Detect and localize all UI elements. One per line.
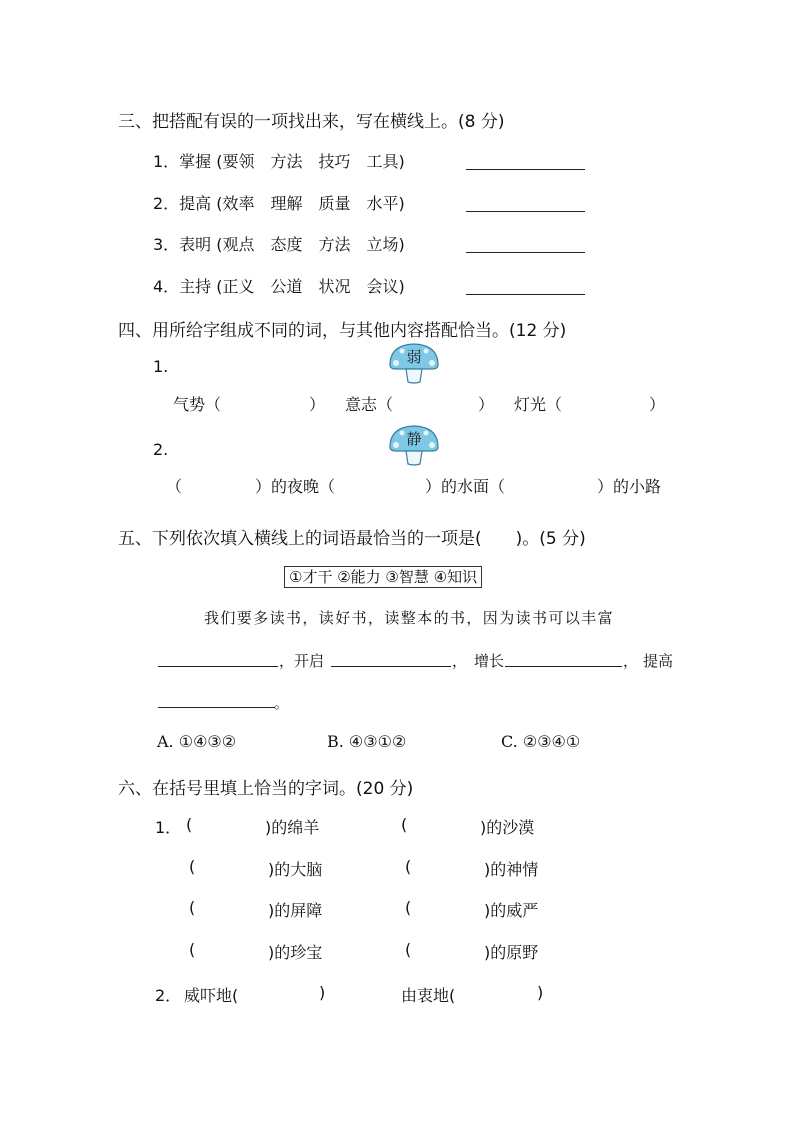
section-3-item-2: 2．提高 (效率 理解 质量 水平) bbox=[153, 194, 405, 213]
section-3-item-1: 1．掌握 (要领 方法 技巧 工具) bbox=[153, 152, 405, 171]
q1-yizhi: 意志（ bbox=[345, 395, 394, 414]
q2-yewan: ）的夜晚（ bbox=[255, 477, 336, 496]
s6-r3-open-b: ( bbox=[405, 898, 412, 917]
word-options-box: ①才干 ②能力 ③智慧 ④知识 bbox=[284, 566, 482, 588]
s6-q2-youzhong-close: ) bbox=[537, 983, 544, 1002]
section-3-item-4: 4．主持 (正义 公道 状况 会议) bbox=[153, 277, 405, 296]
choice-b[interactable]: B. ④③①② bbox=[327, 732, 407, 751]
choice-c[interactable]: C. ②③④① bbox=[501, 732, 581, 751]
s6-r4-yuanye: )的原野 bbox=[484, 943, 539, 962]
passage-end: 。 bbox=[274, 694, 290, 712]
s6-r2-open-a: ( bbox=[189, 857, 196, 876]
passage-comma-3: ， bbox=[623, 652, 639, 670]
s6-q2-youzhong: 由衷地( bbox=[401, 986, 456, 1005]
passage-comma-2: ， bbox=[452, 652, 468, 670]
answer-line-3-2[interactable] bbox=[466, 211, 585, 212]
s6-r4-open-a: ( bbox=[189, 940, 196, 959]
s6-r4-zhenbao: )的珍宝 bbox=[268, 943, 323, 962]
mushroom-char-ruo: 弱 bbox=[406, 348, 422, 366]
passage-zengzhang: 增长 bbox=[474, 652, 505, 670]
passage-blank-1[interactable] bbox=[158, 666, 278, 667]
q1-qishi: 气势（ bbox=[173, 395, 222, 414]
answer-line-3-4[interactable] bbox=[466, 294, 585, 295]
s6-q2-weihe-close: ) bbox=[319, 983, 326, 1002]
answer-line-3-3[interactable] bbox=[466, 252, 585, 253]
mushroom-char-jing: 静 bbox=[406, 430, 422, 448]
s6-r2-danao: )的大脑 bbox=[268, 860, 323, 879]
s6-r1-open-b: ( bbox=[401, 815, 408, 834]
section-6-q1-number: 1． bbox=[155, 818, 182, 837]
section-6-q2-number: 2． bbox=[155, 986, 182, 1005]
section-4-title: 四、用所给字组成不同的词，与其他内容搭配恰当。(12 分) bbox=[118, 321, 567, 341]
section-6-title: 六、在括号里填上恰当的字词。(20 分) bbox=[118, 779, 414, 799]
q1-dengguang: 灯光（ bbox=[514, 395, 563, 414]
s6-r3-weiyan: )的威严 bbox=[484, 901, 539, 920]
s6-r1-shamo: )的沙漠 bbox=[480, 818, 535, 837]
s6-r2-open-b: ( bbox=[405, 857, 412, 876]
q2-open: （ bbox=[166, 477, 183, 496]
mushroom-icon-jing bbox=[386, 423, 442, 467]
q1-yizhi-close: ） bbox=[478, 395, 495, 414]
q2-xiaolu: ）的小路 bbox=[597, 477, 662, 496]
s6-r3-open-a: ( bbox=[189, 898, 196, 917]
s6-r4-open-b: ( bbox=[405, 940, 412, 959]
section-3-title: 三、把搭配有误的一项找出来，写在横线上。(8 分) bbox=[118, 112, 505, 132]
passage-line-1: 我们要多读书，读好书，读整本的书，因为读书可以丰富 bbox=[204, 609, 615, 627]
section-4-q1-number: 1. bbox=[153, 357, 169, 376]
q1-qishi-close: ） bbox=[309, 395, 326, 414]
passage-tigao: 提高 bbox=[643, 652, 674, 670]
answer-line-3-1[interactable] bbox=[466, 169, 585, 170]
passage-blank-2[interactable] bbox=[331, 666, 451, 667]
s6-r3-pingzhang: )的屏障 bbox=[268, 901, 323, 920]
section-5-title: 五、下列依次填入横线上的词语最恰当的一项是( )。(5 分) bbox=[118, 529, 586, 549]
section-3-item-3: 3．表明 (观点 态度 方法 立场) bbox=[153, 235, 405, 254]
s6-q2-weihe: 威吓地( bbox=[184, 986, 239, 1005]
s6-r1-open-a: ( bbox=[186, 815, 193, 834]
section-4-q2-number: 2. bbox=[153, 440, 169, 459]
s6-r2-shenqing: )的神情 bbox=[484, 860, 539, 879]
passage-kaiqi: ，开启 bbox=[279, 652, 325, 670]
q2-shuimian: ）的水面（ bbox=[425, 477, 506, 496]
choice-a[interactable]: A. ①④③② bbox=[157, 732, 237, 751]
passage-blank-4[interactable] bbox=[158, 707, 275, 708]
s6-r1-mianyang: )的绵羊 bbox=[265, 818, 320, 837]
mushroom-icon-ruo bbox=[386, 341, 442, 385]
q1-dengguang-close: ） bbox=[649, 395, 666, 414]
passage-blank-3[interactable] bbox=[505, 666, 622, 667]
